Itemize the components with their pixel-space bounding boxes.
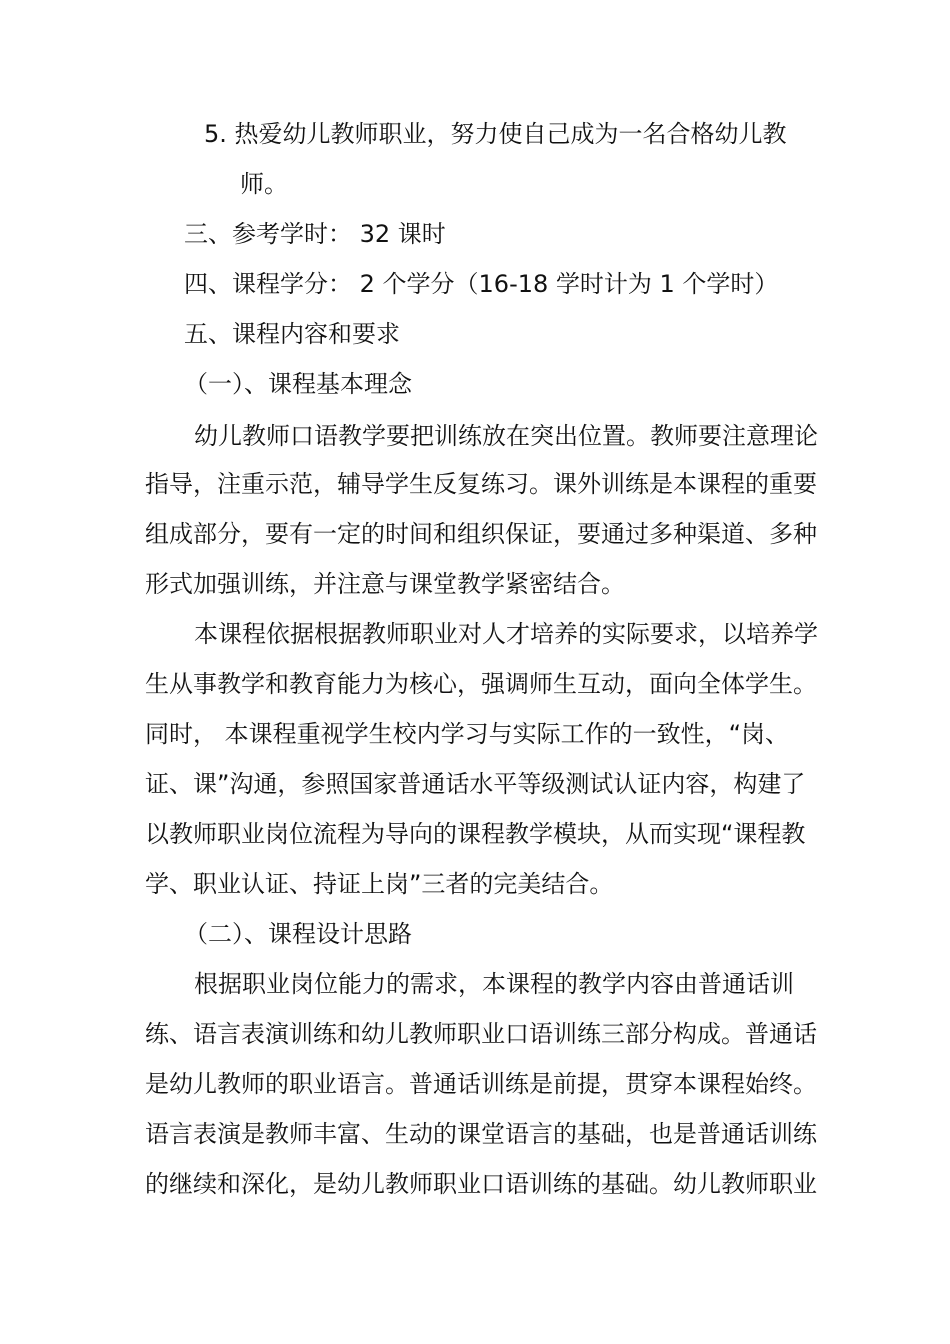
paragraph-line: 练、语言表演训练和幼儿教师职业口语训练三部分构成。普通话 [145, 1020, 817, 1048]
paragraph-line: 学、职业认证、持证上岗”三者的完美结合。 [145, 870, 614, 898]
paragraph-line: 形式加强训练，并注意与课堂教学紧密结合。 [145, 570, 625, 598]
subsection-heading-1: （一）、课程基本理念 [184, 370, 412, 398]
paragraph-line: 同时， 本课程重视学生校内学习与实际工作的一致性，“岗、 [145, 720, 790, 748]
section-heading-credits: 四、课程学分： 2 个学分（16-18 学时计为 1 个学时） [184, 270, 779, 298]
paragraph-line: 根据职业岗位能力的需求，本课程的教学内容由普通话训 [194, 970, 794, 998]
section-heading-content: 五、课程内容和要求 [184, 320, 400, 348]
paragraph-line: 以教师职业岗位流程为导向的课程教学模块，从而实现“课程教 [145, 820, 806, 848]
paragraph-line: 的继续和深化，是幼儿教师职业口语训练的基础。幼儿教师职业 [145, 1170, 817, 1198]
paragraph-line: 证、课”沟通，参照国家普通话水平等级测试认证内容，构建了 [145, 770, 806, 798]
paragraph-line: 幼儿教师口语教学要把训练放在突出位置。教师要注意理论 [194, 422, 818, 450]
list-item-5: 5. 热爱幼儿教师职业，努力使自己成为一名合格幼儿教 [204, 120, 787, 148]
section-heading-hours: 三、参考学时： 32 课时 [184, 220, 446, 248]
subsection-heading-2: （二）、课程设计思路 [184, 920, 412, 948]
paragraph-line: 是幼儿教师的职业语言。普通话训练是前提，贯穿本课程始终。 [145, 1070, 817, 1098]
paragraph-line: 指导，注重示范，辅导学生反复练习。课外训练是本课程的重要 [145, 470, 817, 498]
paragraph-line: 语言表演是教师丰富、生动的课堂语言的基础，也是普通话训练 [145, 1120, 817, 1148]
paragraph-line: 组成部分，要有一定的时间和组织保证，要通过多种渠道、多种 [145, 520, 817, 548]
paragraph-line: 本课程依据根据教师职业对人才培养的实际要求，以培养学 [194, 620, 818, 648]
list-item-5-continuation: 师。 [240, 170, 288, 198]
paragraph-line: 生从事教学和教育能力为核心，强调师生互动，面向全体学生。 [145, 670, 817, 698]
